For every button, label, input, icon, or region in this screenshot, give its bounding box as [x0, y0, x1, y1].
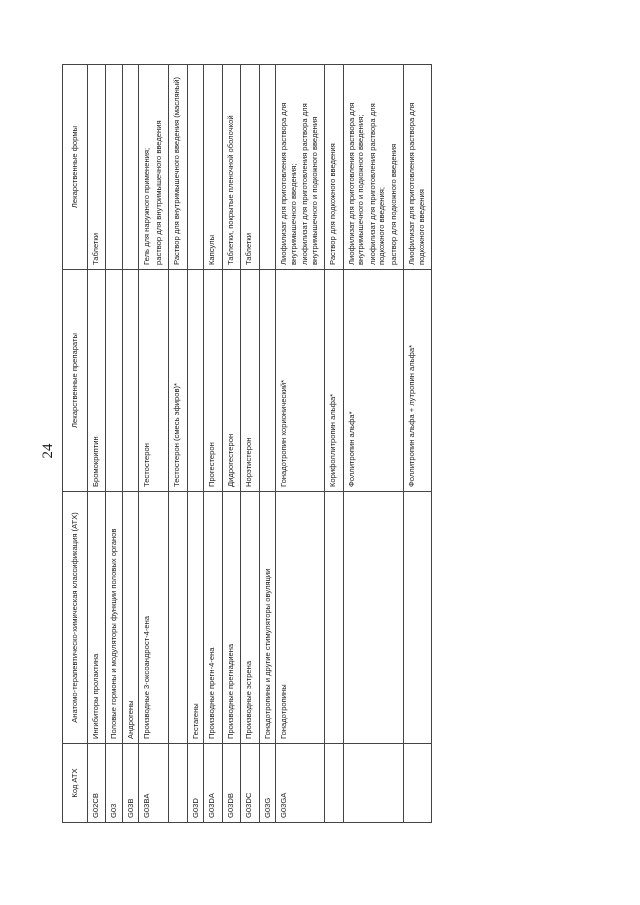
cell-atc: Производные 3-оксоандрост-4-ена — [139, 492, 169, 744]
form-line: раствор для подкожного введения — [388, 143, 398, 265]
form-line: Раствор для подкожного введения — [328, 143, 338, 265]
cell-drug — [187, 270, 203, 492]
cell-drug — [259, 270, 275, 492]
cell-form — [187, 65, 203, 270]
cell-code: G03GA — [276, 744, 325, 823]
cell-form — [259, 65, 275, 270]
cell-form — [222, 65, 240, 270]
cell-code: G02CB — [88, 744, 106, 823]
header-code: Код АТХ — [63, 744, 88, 823]
table-row — [169, 65, 187, 823]
cell-atc — [169, 492, 187, 744]
table-row — [187, 65, 203, 823]
form-line: Таблетки, покрытые пленочной оболочкой — [225, 115, 235, 265]
cell-code: G03DA — [204, 744, 222, 823]
cell-drug — [122, 270, 138, 492]
header-drug: Лекарственные препараты — [63, 270, 88, 492]
cell-drug: Гонадотропин хорионический* — [276, 270, 325, 492]
cell-atc: Гонадотропины и другие стимуляторы овуляции — [259, 492, 275, 744]
cell-drug: Фоллитропин альфа + лутропин альфа* — [404, 270, 432, 492]
table-row — [241, 65, 259, 823]
form-line: Лиофилизат для приготовления раствора для внутримышечного и подкожного введения; — [346, 102, 366, 265]
header-form: Лекарственные формы — [63, 65, 88, 270]
cell-atc: Производные эстрена — [241, 492, 259, 744]
cell-drug: Тестостерон — [139, 270, 169, 492]
cell-drug — [106, 270, 122, 492]
cell-code: G03 — [106, 744, 122, 823]
cell-atc: Гестагены — [187, 492, 203, 744]
cell-code — [404, 744, 432, 823]
cell-drug: Бромокриптин — [88, 270, 106, 492]
form-line: Лиофилизат для приготовления раствора для подкожного введения — [407, 102, 426, 265]
form-line: Капсулы — [207, 234, 217, 265]
cell-code — [343, 744, 403, 823]
table-row — [106, 65, 122, 823]
cell-form — [343, 65, 403, 270]
form-line: Таблетки — [91, 233, 100, 265]
header-atc: Анатомо-терапевтическо-химическая классификация (АТХ) — [63, 492, 88, 744]
cell-code: G03BA — [139, 744, 169, 823]
table-row — [404, 65, 432, 823]
form-line: Таблетки — [244, 233, 254, 265]
cell-drug: Фоллитропин альфа* — [343, 270, 403, 492]
cell-code — [325, 744, 343, 823]
form-line: Лиофилизат для приготовления раствора для внутримышечного введения; — [279, 102, 298, 265]
form-line: раствор для внутримышечного введения — [153, 120, 163, 265]
cell-drug: Дидрогестерон — [222, 270, 240, 492]
cell-form — [106, 65, 122, 270]
cell-form — [404, 65, 432, 270]
cell-form — [241, 65, 259, 270]
form-line: Раствор для внутримышечного введения (масляный) — [172, 76, 182, 265]
table-row — [122, 65, 138, 823]
drug-table — [62, 64, 432, 823]
cell-drug: Корифоллитропин альфа* — [325, 270, 343, 492]
cell-atc — [343, 492, 403, 744]
cell-code: G03B — [122, 744, 138, 823]
cell-form — [122, 65, 138, 270]
cell-code — [169, 744, 187, 823]
form-line: Гель для наружного применения; — [142, 147, 152, 265]
page-number: 24 — [40, 443, 56, 459]
cell-drug: Норэтистерон — [241, 270, 259, 492]
cell-atc — [404, 492, 432, 744]
table-row — [343, 65, 403, 823]
cell-code: G03DB — [222, 744, 240, 823]
cell-atc: Андрогены — [122, 492, 138, 744]
cell-form — [169, 65, 187, 270]
cell-atc — [325, 492, 343, 744]
cell-code: G03D — [187, 744, 203, 823]
cell-code: G03DC — [241, 744, 259, 823]
cell-atc: Производные прегн-4-ена — [204, 492, 222, 744]
form-line: лиофилизат для приготовления раствора для внутримышечного и подкожного введения — [300, 103, 319, 265]
table-row — [204, 65, 222, 823]
table-row — [222, 65, 240, 823]
cell-form — [88, 65, 106, 270]
cell-form — [276, 65, 325, 270]
table-row — [259, 65, 275, 823]
cell-atc: Ингибиторы пролактина — [88, 492, 106, 744]
cell-form — [139, 65, 169, 270]
cell-atc: Производные прегнадиена — [222, 492, 240, 744]
cell-drug: Прогестерон — [204, 270, 222, 492]
cell-code: G03G — [259, 744, 275, 823]
table-header-row — [63, 65, 88, 823]
cell-form — [325, 65, 343, 270]
cell-atc: Гонадотропины — [276, 492, 325, 744]
table-row — [88, 65, 106, 823]
form-line: лиофилизат для приготовления раствора для подкожного введения; — [367, 103, 387, 265]
drug-table-wrapper — [62, 65, 564, 823]
table-row — [139, 65, 169, 823]
cell-atc: Половые гормоны и модуляторы функции половых органов — [106, 492, 122, 744]
cell-form — [204, 65, 222, 270]
table-row — [325, 65, 343, 823]
table-row — [276, 65, 325, 823]
cell-drug: Тестостерон (смесь эфиров)* — [169, 270, 187, 492]
